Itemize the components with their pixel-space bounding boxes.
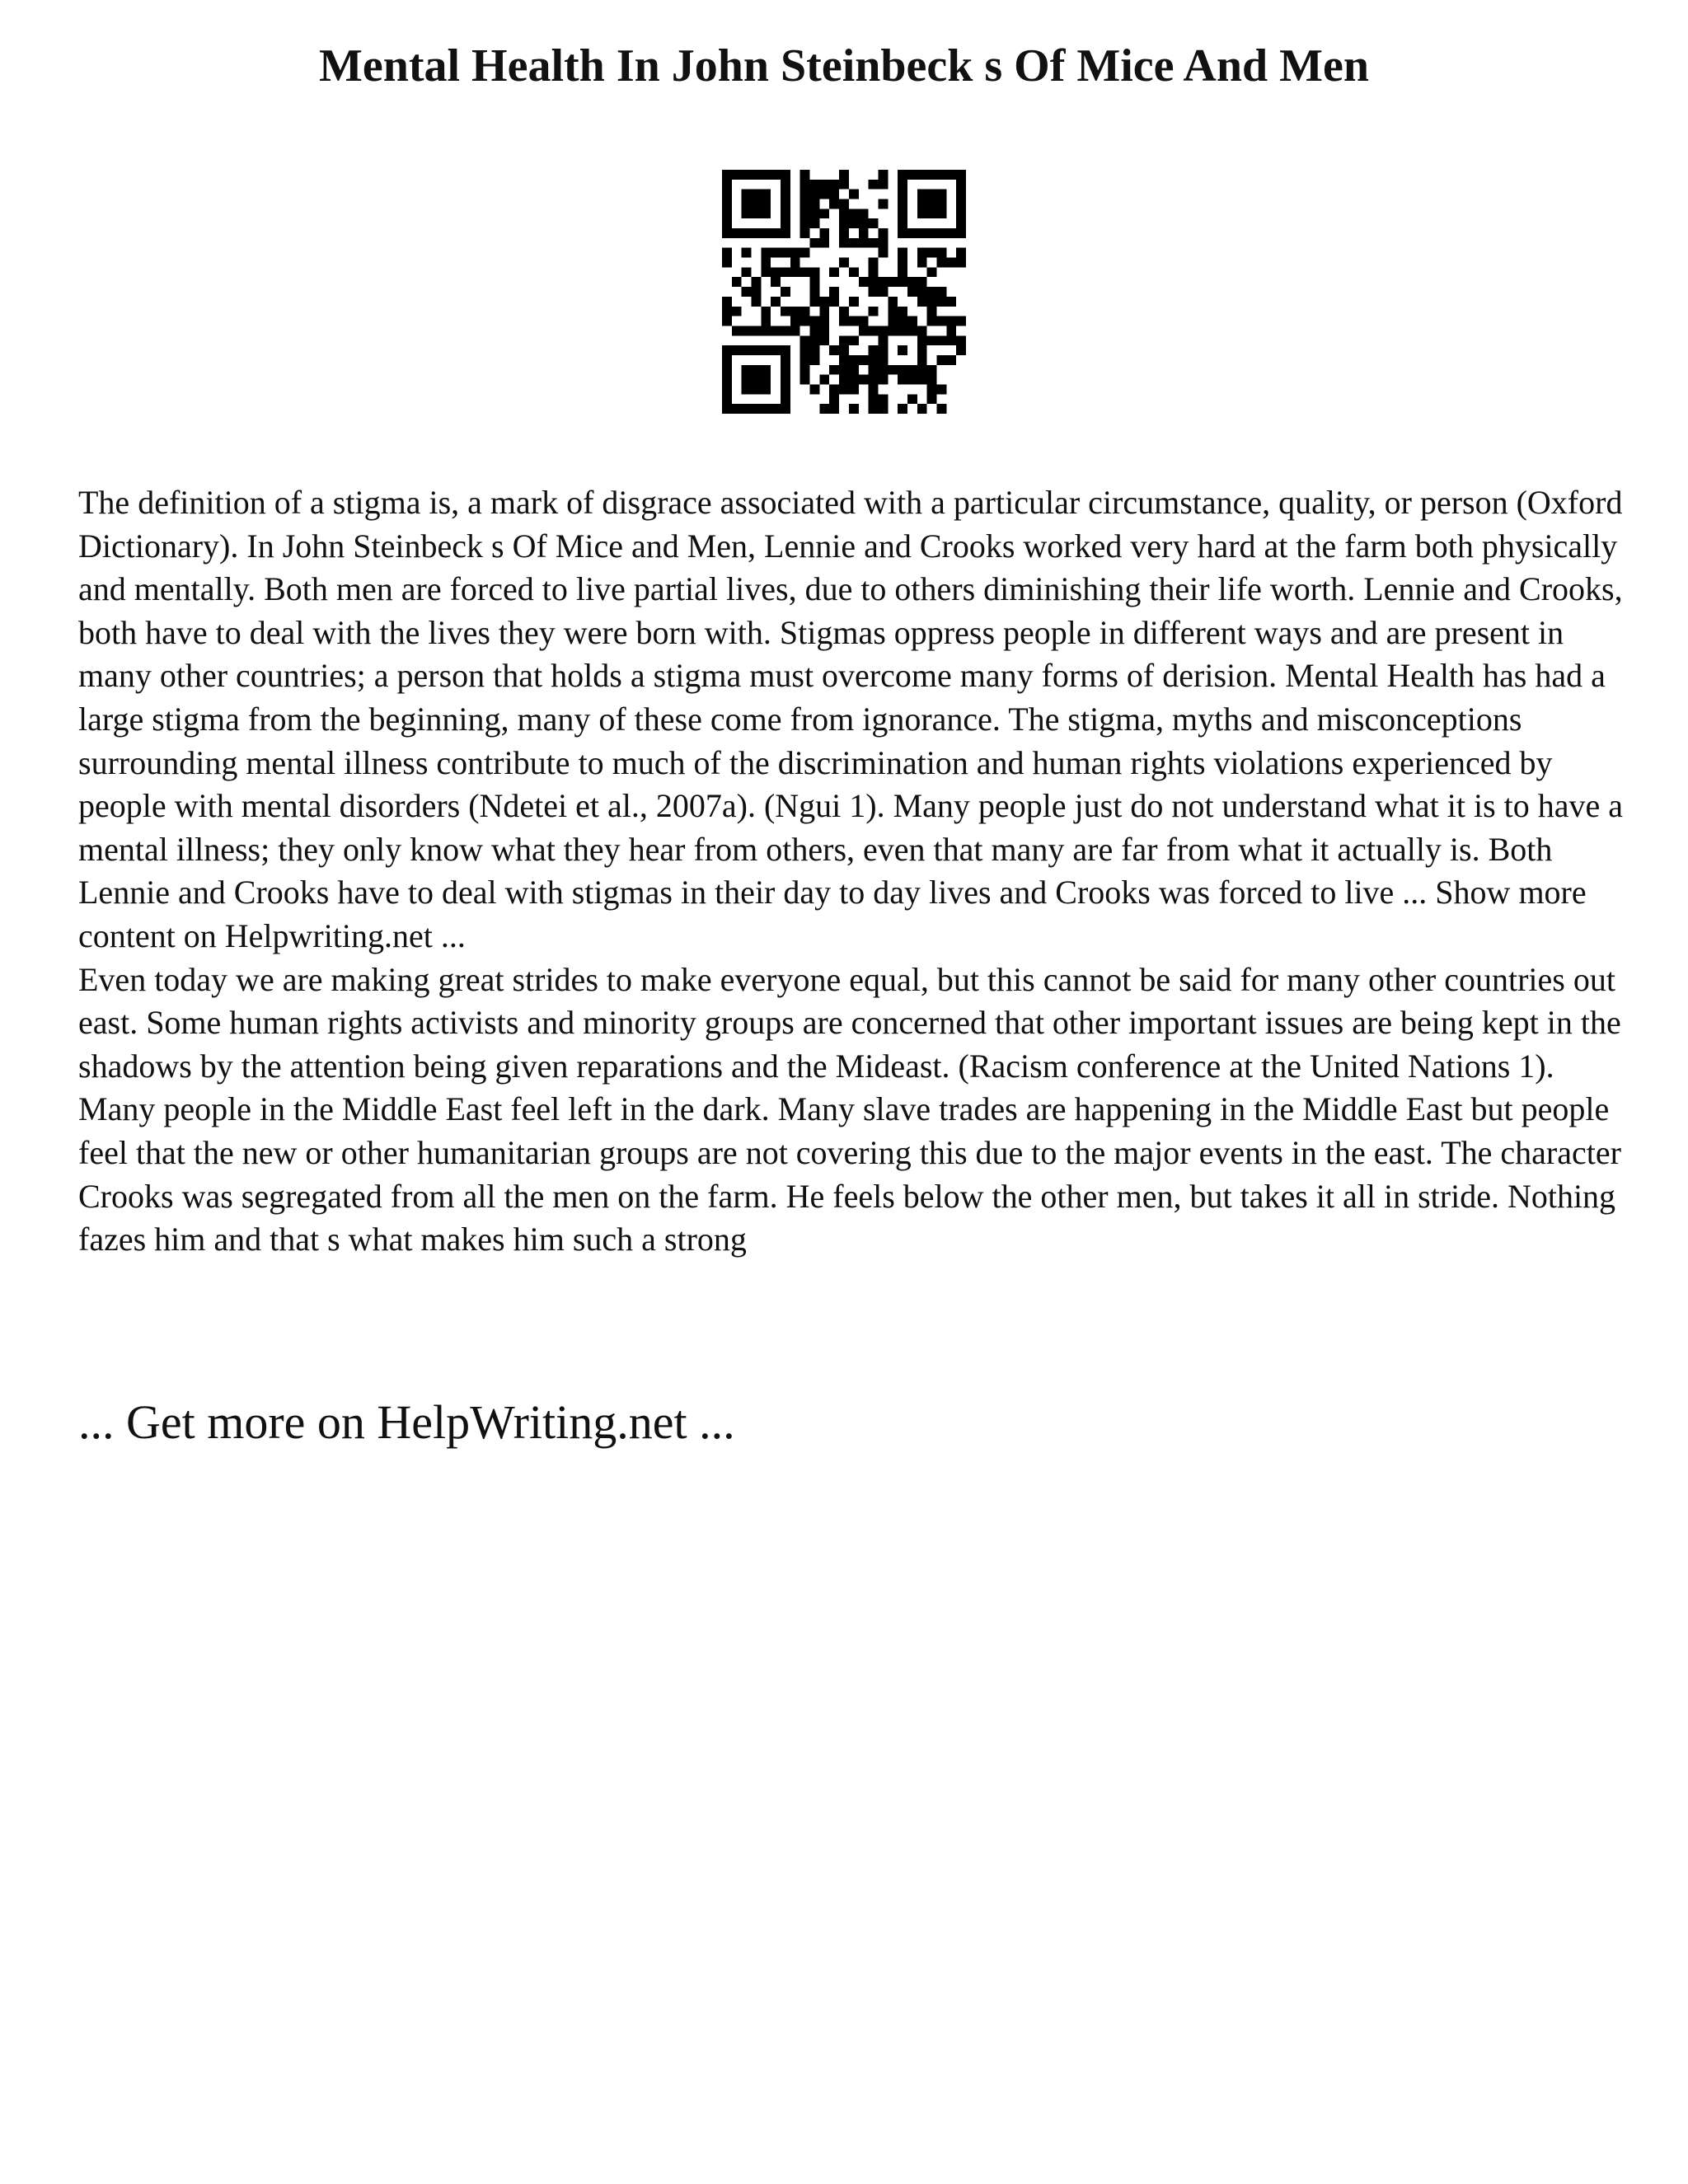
document-title: Mental Health In John Steinbeck s Of Mice And Men xyxy=(318,40,1370,91)
document-body xyxy=(78,481,1628,1262)
paragraph-2: Even today we are making great strides to make everyone equal, but this cannot be said for many other countries out east. Some human rights activists and minority groups are concerned that other important issues are being kept in the shadows by the attention being given reparations and the Mideast. (Racism conference at the United Nations 1). Many people in the Middle East feel left in the dark. Many slave trades are happening in the Middle East but people feel that the new or other humanitarian groups are not covering this due to the major events in the east. The character Crooks was segregated from all the men on the farm. He feels below the other men, but takes it all in stride. Nothing fazes him and that s what makes him such a strong xyxy=(78,960,1621,1258)
qr-code-icon xyxy=(722,170,966,414)
get-more-link[interactable]: ... Get more on HelpWriting.net ... xyxy=(78,1395,735,1449)
paragraph-1: The definition of a stigma is, a mark of disgrace associated with a particular circumstance, quality, or person (Oxford Dictionary). In John Steinbeck s Of Mice and Men, Lennie and Crooks worked very hard at the farm both physically and mentally. Both men are forced to live partial lives, due to others diminishing their life worth. Lennie and Crooks, both have to deal with the lives they were born with. Stigmas oppress people in different ways and are present in many other countries; a person that holds a stigma must overcome many forms of derision. Mental Health has had a large stigma from the beginning, many of these come from ignorance. The stigma, myths and misconceptions surrounding mental illness contribute to much of the discrimination and human rights violations experienced by people with mental disorders (Ndetei et al., 2007a). (Ngui 1). Many people just do not understand what it is to have a mental illness; they only know what they hear from others, even that many are far from what it actually is. Both Lennie and Crooks have to deal with stigmas in their day to day lives and Crooks was forced to live ... Show more content on Helpwriting.net ... xyxy=(78,484,1624,954)
